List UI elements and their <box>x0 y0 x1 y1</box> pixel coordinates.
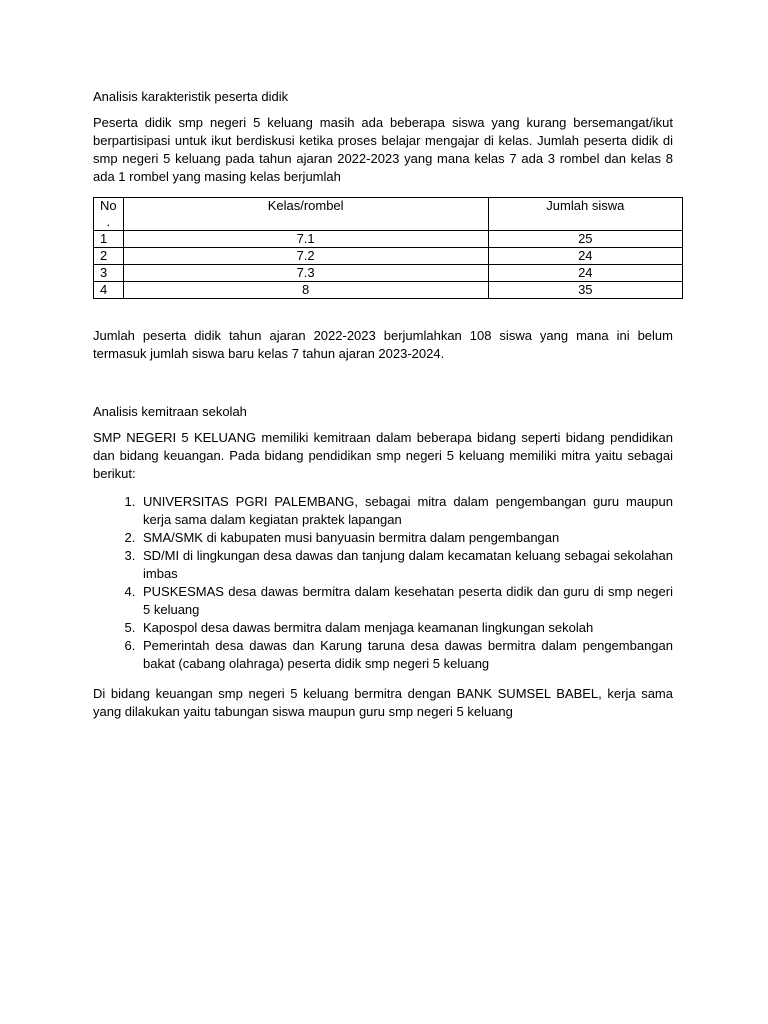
kemitraan-paragraph: SMP NEGERI 5 KELUANG memiliki kemitraan dalam beberapa bidang seperti bidang pendidikan dan bidang keuangan. Pada bidang pendidikan smp negeri 5 keluang memiliki mitra yaitu sebagai berikut: <box>93 430 673 481</box>
table-row <box>94 282 683 299</box>
list-item: 5. Kapospol desa dawas bermitra dalam menjaga keamanan lingkungan sekolah <box>139 619 673 637</box>
cell-no: 1 <box>94 231 124 248</box>
cell-jumlah: 25 <box>488 231 682 248</box>
cell-kelas: 7.3 <box>123 265 488 282</box>
karakteristik-paragraph: Peserta didik smp negeri 5 keluang masih ada beberapa siswa yang kurang bersemangat/ikut berpartisipasi untuk ikut berdiskusi ketika proses belajar mengajar di kelas. Jumlah peserta didik di smp negeri 5 keluang pada tahun ajaran 2022-2023 yang mana kelas 7 ada 3 rombel dan kelas 8 ada 1 rombel yang masing kelas berjumlah <box>93 115 673 184</box>
header-no-dot: . <box>106 214 111 229</box>
list-item: 6. Pemerintah desa dawas dan Karung taruna desa dawas bermitra dalam pengembangan bakat (cabang olahraga) peserta didik smp negeri 5 keluang <box>139 637 673 673</box>
cell-kelas: 7.2 <box>123 248 488 265</box>
cell-no: 4 <box>94 282 124 299</box>
header-jumlah: Jumlah siswa <box>488 198 682 231</box>
closing-paragraph: Di bidang keuangan smp negeri 5 keluang bermitra dengan BANK SUMSEL BABEL, kerja sama yang dilakukan yaitu tabungan siswa maupun guru smp negeri 5 keluang <box>93 686 673 719</box>
header-no-label: No <box>100 198 117 213</box>
cell-jumlah: 24 <box>488 248 682 265</box>
header-no <box>94 198 124 231</box>
partner-list <box>93 493 673 673</box>
cell-kelas: 7.1 <box>123 231 488 248</box>
cell-jumlah: 24 <box>488 265 682 282</box>
table-row <box>94 248 683 265</box>
cell-no: 3 <box>94 265 124 282</box>
header-kelas: Kelas/rombel <box>123 198 488 231</box>
spacer <box>93 363 673 403</box>
section-title-kemitraan: Analisis kemitraan sekolah <box>93 404 247 419</box>
list-item: 3. SD/MI di lingkungan desa dawas dan tanjung dalam kecamatan keluang sebagai sekolahan imbas <box>139 547 673 583</box>
document-content <box>93 88 673 721</box>
cell-no: 2 <box>94 248 124 265</box>
spacer <box>93 299 673 327</box>
summary-paragraph: Jumlah peserta didik tahun ajaran 2022-2023 berjumlahkan 108 siswa yang mana ini belum termasuk jumlah siswa baru kelas 7 tahun ajaran 2023-2024. <box>93 328 673 361</box>
cell-jumlah: 35 <box>488 282 682 299</box>
table-header-row <box>94 198 683 231</box>
section-title-karakteristik: Analisis karakteristik peserta didik <box>93 89 289 104</box>
table-row <box>94 231 683 248</box>
table-row <box>94 265 683 282</box>
cell-kelas: 8 <box>123 282 488 299</box>
list-item: 2. SMA/SMK di kabupaten musi banyuasin bermitra dalam pengembangan <box>139 529 673 547</box>
list-item: 4. PUSKESMAS desa dawas bermitra dalam kesehatan peserta didik dan guru di smp negeri 5 keluang <box>139 583 673 619</box>
class-size-table <box>93 197 683 299</box>
list-item: 1. UNIVERSITAS PGRI PALEMBANG, sebagai mitra dalam pengembangan guru maupun kerja sama dalam kegiatan praktek lapangan <box>139 493 673 529</box>
